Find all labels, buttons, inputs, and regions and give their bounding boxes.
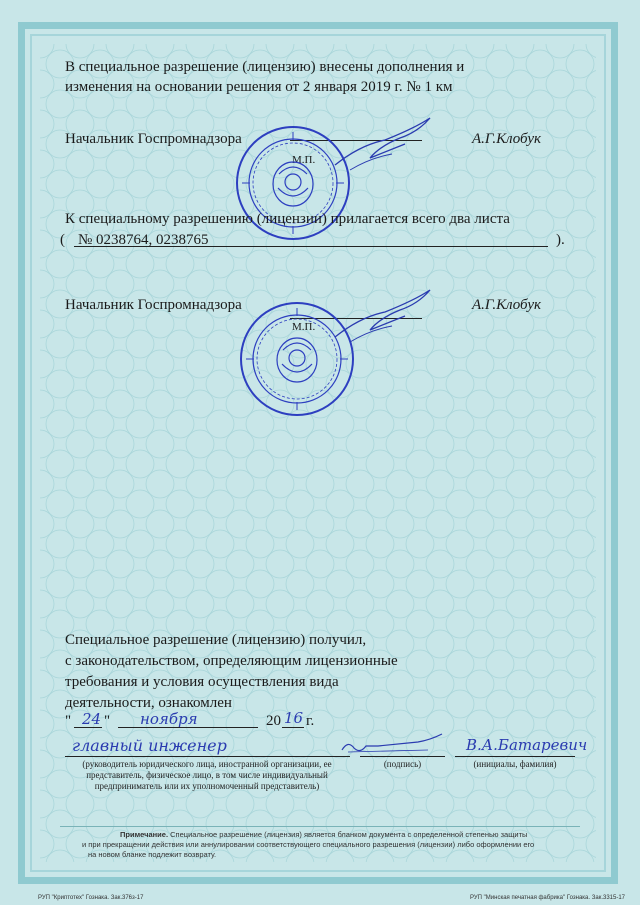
footer-note-label: Примечание. bbox=[120, 830, 169, 839]
date-year-end: г. bbox=[306, 713, 315, 729]
footer-note-line-3: на новом бланке подлежит возврату. bbox=[88, 850, 217, 859]
signatory-caption-right: (инициалы, фамилия) bbox=[473, 759, 557, 769]
signature-1-scribble bbox=[330, 110, 440, 180]
signature-2-scribble bbox=[330, 282, 440, 352]
date-year-prefix: 20 bbox=[266, 713, 281, 729]
receipt-line-2: с законодательством, определяющим лицензионные bbox=[65, 653, 398, 669]
printer-mark-left: РУП "Криптотех" Гознака. Зак.376з-17 bbox=[38, 895, 144, 901]
signatory-caption-left: (руководитель юридического лица, иностранной организации, ее представитель, физическое лицо, в том числе индивидуальный предприниматель или их уполномоченный представитель) bbox=[82, 759, 332, 791]
footer-note-text-1: Специальное разрешение (лицензия) является бланком документа с определенной степенью защиты bbox=[170, 830, 528, 839]
signatory-signature-underline bbox=[360, 756, 445, 757]
date-day-open-quote: " bbox=[65, 713, 72, 729]
attachment-open-paren: ( bbox=[60, 232, 65, 248]
signature-2-stamp-label: М.П. bbox=[292, 321, 316, 333]
signatory-title-underline bbox=[65, 756, 350, 757]
date-year-underline bbox=[282, 727, 304, 728]
signatory-caption-middle: (подпись) bbox=[383, 759, 422, 769]
date-year-suffix: 16 bbox=[284, 709, 304, 727]
receipt-line-1: Специальное разрешение (лицензию) получил, bbox=[65, 632, 367, 648]
signatory-initials-underline bbox=[455, 756, 575, 757]
date-month: ноября bbox=[140, 710, 198, 728]
attachment-underline bbox=[74, 246, 548, 247]
attachment-close-paren: ). bbox=[556, 232, 565, 248]
date-day-close-quote: " bbox=[104, 713, 111, 729]
signature-2-position: Начальник Госпромнадзора bbox=[65, 297, 242, 313]
signature-1-stamp-label: М.П. bbox=[292, 154, 316, 166]
date-month-underline bbox=[118, 727, 258, 728]
date-day-underline bbox=[74, 727, 102, 728]
footer-divider bbox=[60, 826, 580, 827]
signatory-title: главный инженер bbox=[72, 736, 227, 755]
signatory-initials: В.А.Батаревич bbox=[466, 736, 588, 754]
signatory-signature bbox=[338, 732, 448, 758]
signature-1-position: Начальник Госпромнадзора bbox=[65, 131, 242, 147]
amendment-line-2: изменения на основании решения от 2 января 2019 г. № 1 км bbox=[65, 79, 453, 95]
date-day: 24 bbox=[82, 710, 102, 728]
receipt-line-4: деятельности, ознакомлен bbox=[65, 695, 232, 711]
printer-mark-right: РУП "Минская печатная фабрика" Гознака. Зак.3315-17 bbox=[470, 895, 626, 901]
footer-note-line-2: и при прекращении действия или аннулировании соответствующего специального разрешения (лицензии) либо оформлении его bbox=[82, 840, 535, 849]
signature-2-name: А.Г.Клобук bbox=[472, 297, 542, 313]
receipt-line-3: требования и условия осуществления вида bbox=[65, 674, 339, 690]
footer-note-line-1 bbox=[120, 830, 527, 840]
amendment-line-1: В специальное разрешение (лицензию) внесены дополнения и bbox=[65, 59, 465, 75]
attachment-numbers: № 0238764, 0238765 bbox=[78, 232, 209, 248]
signature-1-name: А.Г.Клобук bbox=[472, 131, 542, 147]
attachment-line-1: К специальному разрешению (лицензии) прилагается всего два листа bbox=[65, 211, 510, 227]
